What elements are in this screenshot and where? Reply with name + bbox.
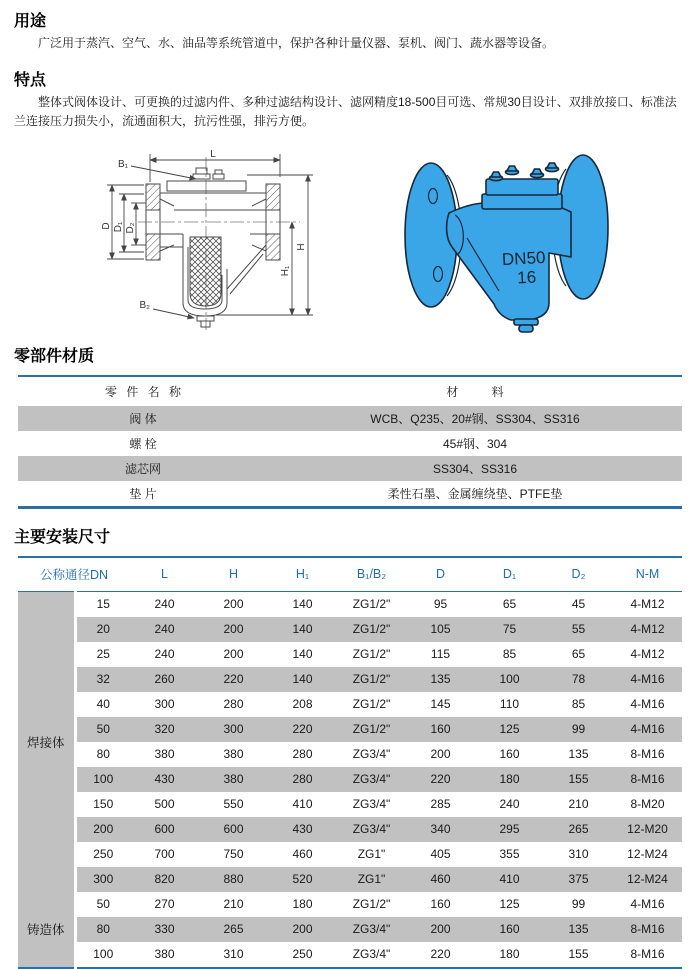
dimension-value-cell: 330 (130, 917, 199, 942)
dimension-value-cell: 380 (223, 747, 244, 762)
dimension-value-cell: ZG3/4" (337, 767, 406, 792)
dimension-value-cell: ZG1/2" (352, 697, 391, 712)
dimension-value-cell: 200 (75, 817, 130, 842)
dimensions-header-cell: H₁ (268, 557, 337, 592)
dimensions-row (18, 867, 682, 892)
dimension-value-cell: 75 (475, 617, 544, 642)
dimension-value-cell: 240 (130, 617, 199, 642)
dimension-value-cell: 40 (96, 697, 110, 712)
dimension-value-cell: 820 (130, 867, 199, 892)
dimension-value-cell: 45 (571, 597, 586, 612)
dimension-value-cell: 4-M12 (613, 617, 682, 642)
dimension-value-cell: 310 (568, 847, 589, 862)
dimension-value-cell: 220 (430, 947, 451, 962)
dimension-value-cell: 8-M16 (613, 767, 682, 792)
dimension-value-cell: ZG1" (337, 867, 406, 892)
material-cell: 45#钢、304 (442, 436, 508, 451)
dimension-value-cell: 150 (93, 797, 114, 812)
section-title-materials: 零部件材质 (14, 347, 95, 365)
dimension-value-cell: ZG1/2" (352, 597, 391, 612)
dimensions-row (18, 667, 682, 692)
dimension-value-cell: ZG3/4" (352, 747, 391, 762)
dimensions-row (18, 742, 682, 767)
materials-table (18, 375, 682, 509)
dimension-value-cell: 220 (268, 717, 337, 742)
section-title-usage: 用途 (14, 13, 47, 30)
dimension-value-cell: 220 (199, 667, 268, 692)
dimension-value-cell: 240 (154, 647, 175, 662)
dimension-label-b1: B₁ (117, 158, 128, 170)
dimension-value-cell: 135 (544, 917, 613, 942)
figure-valve-illustration (395, 147, 650, 337)
dimensions-row (18, 892, 682, 917)
dimension-value-cell: 80 (75, 917, 130, 942)
materials-row (18, 456, 682, 481)
dimension-value-cell: 85 (502, 647, 517, 662)
dimension-value-cell: 200 (430, 747, 451, 762)
dimension-value-cell: 4-M12 (630, 647, 665, 662)
dimension-value-cell: 550 (223, 797, 244, 812)
dimensions-header-cell: D₁ (475, 557, 544, 592)
dimension-value-cell: 280 (292, 747, 313, 762)
dimension-label-d2: D₂ (125, 222, 136, 234)
dimensions-header-row (18, 557, 682, 592)
dimensions-table (18, 556, 682, 969)
dimension-value-cell: 140 (268, 617, 337, 642)
figures-row (0, 147, 700, 337)
dimension-value-cell: 95 (433, 597, 448, 612)
dimension-value-cell: 135 (568, 747, 589, 762)
dimension-value-cell: 4-M16 (613, 667, 682, 692)
dimension-value-cell: 600 (199, 817, 268, 842)
dimension-value-cell: 50 (75, 717, 130, 742)
materials-row (18, 481, 682, 508)
dimension-value-cell: ZG3/4" (352, 947, 391, 962)
dimension-value-cell: 460 (292, 847, 313, 862)
dimension-value-cell: 110 (499, 697, 520, 712)
dimension-value-cell: 200 (199, 617, 268, 642)
dimensions-table-body (18, 591, 682, 968)
dimension-value-cell: 430 (130, 767, 199, 792)
dimension-value-cell: 430 (268, 817, 337, 842)
body-type-cell: 焊接体 (18, 591, 75, 892)
dimension-value-cell: 208 (292, 697, 313, 712)
dimension-value-cell: 20 (75, 617, 130, 642)
dimension-value-cell: 4-M16 (630, 897, 665, 912)
dimension-value-cell: 8-M16 (630, 747, 665, 762)
dimensions-row (18, 842, 682, 867)
dimension-value-cell: 65 (571, 647, 586, 662)
dimension-value-cell: 210 (568, 797, 589, 812)
dimension-value-cell: 12-M24 (627, 847, 668, 862)
dimension-value-cell: 600 (130, 817, 199, 842)
dimension-value-cell: 295 (475, 817, 544, 842)
dimensions-table-head (18, 557, 682, 592)
dimension-value-cell: 145 (430, 697, 451, 712)
dimensions-row (18, 642, 682, 667)
dimension-value-cell: 200 (223, 647, 244, 662)
dimension-value-cell: 4-M16 (613, 717, 682, 742)
dimension-value-cell: 12-M20 (613, 817, 682, 842)
dimension-value-cell: 270 (154, 897, 175, 912)
dimension-value-cell: 115 (430, 647, 451, 662)
dimension-value-cell: 200 (223, 597, 244, 612)
dimension-value-cell: 55 (544, 617, 613, 642)
dimension-value-cell: 300 (75, 867, 130, 892)
dimensions-header-cell: B₁/B₂ (337, 557, 406, 592)
valve-drain-plug (514, 319, 538, 332)
dimensions-row (18, 817, 682, 842)
dimension-value-cell: 160 (475, 917, 544, 942)
dimension-value-cell: 265 (544, 817, 613, 842)
dimension-value-cell: 355 (499, 847, 520, 862)
dimensions-row (18, 717, 682, 742)
dimension-value-cell: 15 (96, 597, 110, 612)
dimension-value-cell: 78 (544, 667, 613, 692)
dimension-value-cell: 140 (292, 597, 313, 612)
materials-table-body (18, 406, 682, 508)
materials-header-part: 零 件 名 称 (104, 384, 181, 399)
dimension-value-cell: 25 (96, 647, 110, 662)
dimension-value-cell: 260 (130, 667, 199, 692)
dimension-value-cell: 240 (499, 797, 520, 812)
dimension-value-cell: ZG1" (357, 847, 386, 862)
dimension-value-cell: 100 (75, 767, 130, 792)
dimension-value-cell: 520 (268, 867, 337, 892)
dimension-value-cell: 500 (154, 797, 175, 812)
dimension-value-cell: 280 (268, 767, 337, 792)
dimension-value-cell: 300 (154, 697, 175, 712)
dimension-value-cell: 310 (223, 947, 244, 962)
section-title-dimensions: 主要安装尺寸 (14, 528, 111, 546)
dimension-value-cell: 380 (154, 947, 175, 962)
dimension-value-cell: 700 (154, 847, 175, 862)
part-name-cell: 滤芯网 (18, 456, 268, 481)
material-cell: SS304、SS316 (268, 456, 682, 481)
dimension-value-cell: 85 (571, 697, 586, 712)
dimension-value-cell: 32 (75, 667, 130, 692)
dimension-value-cell: 200 (268, 917, 337, 942)
part-name-cell: 垫 片 (129, 486, 157, 501)
dimension-label-d: D (101, 222, 112, 230)
dimension-value-cell: 8-M20 (630, 797, 665, 812)
dimension-value-cell: 460 (406, 867, 475, 892)
dimension-value-cell: 140 (292, 647, 313, 662)
dimension-value-cell: 375 (544, 867, 613, 892)
dimension-label-l: L (210, 148, 216, 160)
materials-row (18, 406, 682, 431)
dimension-value-cell: 180 (499, 947, 520, 962)
dimension-value-cell: 240 (154, 597, 175, 612)
dimension-value-cell: ZG3/4" (337, 817, 406, 842)
dimensions-header-cell: N-M (613, 557, 682, 592)
dimensions-header-cell: 公称通径DN (18, 557, 130, 592)
body-type-cell: 铸造体 (18, 892, 75, 968)
dimension-value-cell: 320 (130, 717, 199, 742)
dimension-value-cell: 105 (406, 617, 475, 642)
dimension-value-cell: 50 (96, 897, 110, 912)
dimension-value-cell: 100 (93, 947, 114, 962)
dimension-label-h: H (296, 243, 307, 251)
dimensions-header-cell: D₂ (544, 557, 613, 592)
dimension-value-cell: 410 (475, 867, 544, 892)
dimension-value-cell: 125 (475, 717, 544, 742)
dimension-value-cell: 380 (154, 747, 175, 762)
valve-bonnet (482, 163, 562, 209)
dimensions-header-cell: L (130, 557, 199, 592)
dimension-value-cell: 405 (430, 847, 451, 862)
dimension-value-cell: 155 (568, 947, 589, 962)
dimension-value-cell: 160 (499, 747, 520, 762)
dimension-value-cell: 160 (406, 717, 475, 742)
dimension-value-cell: 4-M16 (630, 697, 665, 712)
dimension-value-cell: 160 (430, 897, 451, 912)
dimension-value-cell: 100 (475, 667, 544, 692)
dimensions-header-cell: D (406, 557, 475, 592)
dimensions-row (18, 942, 682, 968)
dimension-label-d1: D₁ (113, 221, 124, 233)
dimensions-row (18, 767, 682, 792)
dimension-value-cell: 380 (199, 767, 268, 792)
dimensions-row (18, 692, 682, 717)
dimension-value-cell: 280 (223, 697, 244, 712)
strainer-section-outline (146, 168, 280, 327)
part-name-cell: 阀 体 (18, 406, 268, 431)
dimension-value-cell: ZG3/4" (337, 917, 406, 942)
bonnet-bolts (490, 163, 559, 181)
filter-mesh (190, 237, 221, 306)
dimension-value-cell: 140 (268, 667, 337, 692)
dimension-value-cell: 180 (475, 767, 544, 792)
features-text: 整体式阀体设计、可更换的过滤内件、多种过滤结构设计、滤网精度18-500目可选、常规30目设计、双排放接口、标准法兰连接压力损失小，流通面积大，抗污性强，排污方便。 (14, 94, 677, 128)
material-cell: 柔性石墨、金属缠绕垫、PTFE垫 (387, 486, 563, 501)
section-title-features: 特点 (14, 71, 47, 89)
dimensions-row (18, 591, 682, 617)
dimensions-row (18, 617, 682, 642)
dimensions-row (18, 917, 682, 942)
materials-header-material: 材 料 (446, 384, 504, 399)
dimension-value-cell: 210 (223, 897, 244, 912)
dimension-value-cell: 300 (199, 717, 268, 742)
dimension-value-cell: ZG1/2" (352, 647, 391, 662)
dimension-value-cell: 265 (199, 917, 268, 942)
materials-row (18, 431, 682, 456)
dimensions-header-cell: H (199, 557, 268, 592)
dimension-value-cell: 125 (499, 897, 520, 912)
dimension-value-cell: 880 (199, 867, 268, 892)
dimension-value-cell: 250 (93, 847, 114, 862)
dimension-label-h1: H₁ (280, 265, 291, 277)
dimension-value-cell: ZG1/2" (337, 617, 406, 642)
part-name-cell: 螺 栓 (129, 436, 157, 451)
dimension-value-cell: 8-M16 (613, 917, 682, 942)
dimension-value-cell: 250 (292, 947, 313, 962)
dimension-value-cell: ZG1/2" (337, 667, 406, 692)
dimensions-row (18, 792, 682, 817)
dimension-value-cell: 220 (406, 767, 475, 792)
dimension-value-cell: 410 (292, 797, 313, 812)
dimension-value-cell: ZG1/2" (352, 897, 391, 912)
dimension-value-cell: 285 (430, 797, 451, 812)
dimension-label-b2: B₂ (139, 299, 150, 311)
materials-header-row (18, 376, 682, 406)
usage-text: 广泛用于蒸汽、空气、水、油品等系统管道中，保护各种计量仪器、泵机、阀门、蔬水器等设备。 (38, 36, 555, 50)
figure-technical-drawing (55, 147, 395, 337)
valve-rating-label: 16 (516, 267, 537, 288)
dimension-value-cell: 12-M24 (613, 867, 682, 892)
dimension-value-cell: 180 (292, 897, 313, 912)
dimension-value-cell: 135 (406, 667, 475, 692)
dimension-value-cell: ZG3/4" (352, 797, 391, 812)
dimension-value-cell: 99 (571, 897, 586, 912)
dimension-value-cell: 750 (223, 847, 244, 862)
dimension-value-cell: 65 (502, 597, 517, 612)
dimension-value-cell: 200 (406, 917, 475, 942)
dimension-value-cell: 155 (544, 767, 613, 792)
dimension-value-cell: 8-M16 (630, 947, 665, 962)
dimension-value-cell: 80 (96, 747, 110, 762)
dimension-value-cell: 4-M12 (630, 597, 665, 612)
dimension-value-cell: 340 (406, 817, 475, 842)
dimension-value-cell: 99 (544, 717, 613, 742)
material-cell: WCB、Q235、20#钢、SS304、SS316 (268, 406, 682, 431)
dimension-value-cell: ZG1/2" (337, 717, 406, 742)
valve-model-label: DN50 (501, 247, 546, 269)
